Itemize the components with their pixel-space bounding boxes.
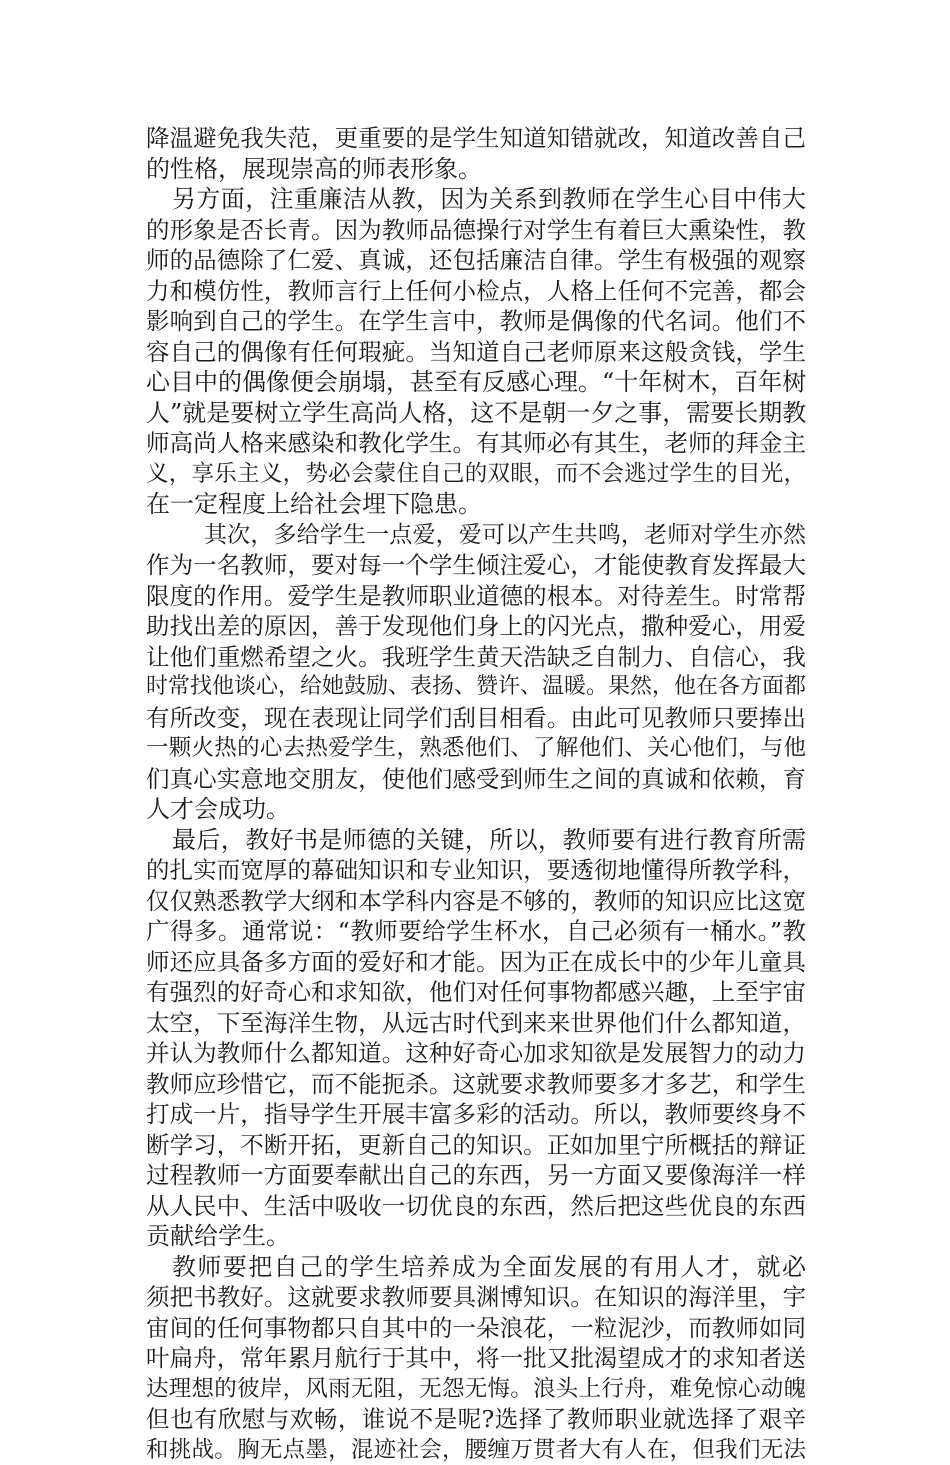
text-line: 心目中的偶像便会崩塌，甚至有反感心理。“十年树木，百年树: [146, 367, 806, 398]
text-line: 广得多。通常说：“教师要给学生杯水，自己必须有一桶水。”教: [146, 916, 806, 947]
text-line: 的形象是否长青。因为教师品德操行对学生有着巨大熏染性，教: [146, 215, 806, 246]
text-line: 师还应具备多方面的爱好和才能。因为正在成长中的少年儿童具: [146, 947, 806, 978]
text-line: 和挑战。胸无点墨，混迹社会，腰缠万贯者大有人在，但我们无法: [146, 1435, 806, 1465]
text-line: 们真心实意地交朋友，使他们感受到师生之间的真诚和依赖，育: [146, 764, 806, 795]
text-line: 教师应珍惜它，而不能扼杀。这就要求教师要多才多艺，和学生: [146, 1069, 806, 1100]
text-line: 须把书教好。这就要求教师要具渊博知识。在知识的海洋里，宇: [146, 1282, 806, 1313]
text-line: 有所改变，现在表现让同学们刮目相看。由此可见教师只要捧出: [146, 703, 806, 734]
text-line: 并认为教师什么都知道。这种好奇心加求知欲是发展智力的动力: [146, 1038, 806, 1069]
text-line: 力和模仿性，教师言行上任何小检点，人格上任何不完善，都会: [146, 276, 806, 307]
text-line: 最后，教好书是师德的关键，所以，教师要有进行教育所需: [146, 825, 806, 856]
text-line: 达理想的彼岸，风雨无阻，无怨无悔。浪头上行舟，难免惊心动魄: [146, 1374, 806, 1405]
text-line: 助找出差的原因，善于发现他们身上的闪光点，撒种爱心，用爱: [146, 611, 806, 642]
text-line: 一颗火热的心去热爱学生，熟悉他们、了解他们、关心他们，与他: [146, 733, 806, 764]
text-line: 宙间的任何事物都只自其中的一朵浪花，一粒泥沙，而教师如同: [146, 1313, 806, 1344]
text-line: 师的品德除了仁爱、真诚，还包括廉洁自律。学生有极强的观察: [146, 245, 806, 276]
text-line: 的性格，展现崇高的师表形象。: [146, 154, 806, 185]
text-line: 时常找他谈心，给她鼓励、表扬、赞许、温暖。果然，他在各方面都: [146, 672, 806, 703]
text-line: 教师要把自己的学生培养成为全面发展的有用人才，就必: [146, 1252, 806, 1283]
text-line: 师高尚人格来感染和教化学生。有其师必有其生，老师的拜金主: [146, 428, 806, 459]
text-line: 让他们重燃希望之火。我班学生黄天浩缺乏自制力、自信心，我: [146, 642, 806, 673]
text-line: 其次，多给学生一点爱，爱可以产生共鸣，老师对学生亦然: [146, 520, 806, 551]
text-line: 在一定程度上给社会埋下隐患。: [146, 489, 806, 520]
text-line: 仅仅熟悉教学大纲和本学科内容是不够的，教师的知识应比这宽: [146, 886, 806, 917]
text-line: 贡献给学生。: [146, 1221, 806, 1252]
text-line: 影响到自己的学生。在学生言中，教师是偶像的代名词。他们不: [146, 306, 806, 337]
text-line: 过程教师一方面要奉献出自己的东西，另一方面又要像海洋一样: [146, 1160, 806, 1191]
text-line: 另方面，注重廉洁从教，因为关系到教师在学生心目中伟大: [146, 184, 806, 215]
text-line: 太空，下至海洋生物，从远古时代到来来世界他们什么都知道，: [146, 1008, 806, 1039]
text-line: 人”就是要树立学生高尚人格，这不是朝一夕之事，需要长期教: [146, 398, 806, 429]
text-line: 义，享乐主义，势必会蒙住自己的双眼，而不会逃过学生的目光，: [146, 459, 806, 490]
text-line: 降温避免我失范，更重要的是学生知道知错就改，知道改善自己: [146, 123, 806, 154]
text-line: 从人民中、生活中吸收一切优良的东西，然后把这些优良的东西: [146, 1191, 806, 1222]
text-line: 但也有欣慰与欢畅，谁说不是呢?选择了教师职业就选择了艰辛: [146, 1404, 806, 1435]
text-line: 断学习，不断开拓，更新自己的知识。正如加里宁所概括的辩证: [146, 1130, 806, 1161]
text-line: 限度的作用。爱学生是教师职业道德的根本。对待差生。时常帮: [146, 581, 806, 612]
text-line: 容自己的偶像有任何瑕疵。当知道自己老师原来这般贪钱，学生: [146, 337, 806, 368]
text-line: 人才会成功。: [146, 794, 806, 825]
text-line: 叶扁舟，常年累月航行于其中，将一批又批渴望成才的求知者送: [146, 1343, 806, 1374]
text-line: 有强烈的好奇心和求知欲，他们对任何事物都感兴趣，上至宇宙: [146, 977, 806, 1008]
document-body: [146, 123, 806, 1465]
text-line: 的扎实而宽厚的幕础知识和专业知识，要透彻地懂得所教学科，: [146, 855, 806, 886]
text-line: 打成一片，指导学生开展丰富多彩的活动。所以，教师要终身不: [146, 1099, 806, 1130]
text-line: 作为一名教师，要对每一个学生倾注爱心，才能使教育发挥最大: [146, 550, 806, 581]
